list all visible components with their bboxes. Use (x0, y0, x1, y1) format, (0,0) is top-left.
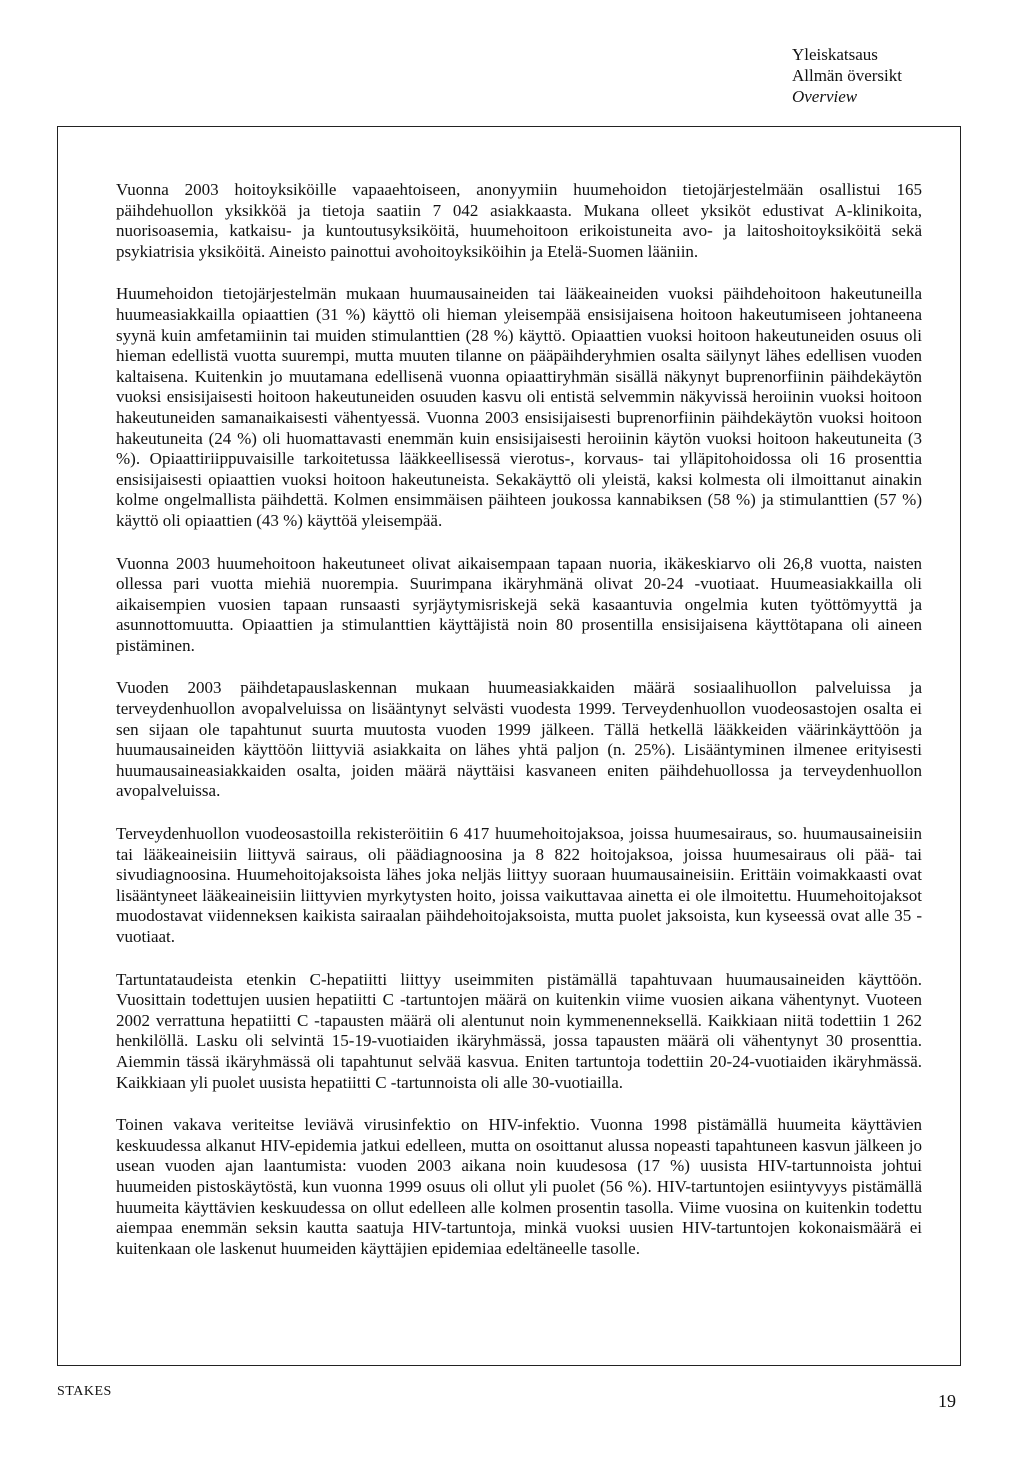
running-header (792, 44, 902, 107)
paragraph-case-census: Vuoden 2003 päihdetapauslaskennan mukaan huumeasiakkaiden määrä sosiaalihuollon palveluissa ja terveydenhuollon avopalveluissa on lisääntynyt selvästi vuodesta 1999. Terveydenhuollon vuodeosastojen osalta ei sen sijaan ole tapahtunut suurta muutosta vuoden 1999 jälkeen. Tällä hetkellä lääkkeiden väärinkäyttöön ja huumausaineiden käyttöön liittyviä asiakkaita on lähes yhtä paljon (n. 25%). Lisääntyminen ilmenee erityisesti huumausaineasiakkaiden osalta, joiden määrä näyttäisi kasvaneen eniten päihdehuollossa ja terveydenhuollon avopalveluissa. (116, 678, 922, 801)
paragraph-substance-use: Huumehoidon tietojärjestelmän mukaan huumausaineiden tai lääkeaineiden vuoksi päihdehoitoon hakeutuneilla huumeasiakkailla opiaattien (31 %) käyttö oli hieman yleisempää ensisijaisena hoitoon hakeutumiseen johtaneena syynä kuin amfetamiinin tai muiden stimulanttien (28 %) käyttö. Opiaattien vuoksi hoitoon hakeutuneiden osuus oli hieman edellistä vuotta suurempi, mutta muuten tilanne on pääpäihderyhmien osalta säilynyt lähes edellisen vuoden kaltaisena. Kuitenkin jo muutamana edellisenä vuonna opiaattiryhmän sisällä näkynyt buprenorfiinin päihdekäytön vuoksi ensisijaisesti hoitoon hakeutuneiden osuuden kasvu oli entistä selvemmin näkyvissä heroiinin vuoksi hoitoon hakeutuneiden samanaikaisesti vähentyessä. Vuonna 2003 ensisijaisesti buprenorfiinin päihdekäytön vuoksi hoitoon hakeutuneita (24 %) oli huomattavasti enemmän kuin ensisijaisesti heroiinin käytön vuoksi hoitoon hakeutuneita (3 %). Opiaattiriippuvaisille tarkoitetussa lääkkeellisessä vierotus-, korvaus- tai ylläpitohoidossa oli 16 prosenttia ensisijaisesti opiaattien vuoksi hoitoon hakeutuneista. Sekakäyttö oli yleistä, kaksi kolmesta oli ilmoittanut ainakin kolme ongelmallista päihdettä. Kolmen ensimmäisen päihteen joukossa kannabiksen (58 %) ja stimulanttien (57 %) käyttö oli opiaattien (43 %) käyttöä yleisempää. (116, 284, 922, 530)
header-title-english: Overview (791, 87, 858, 106)
body-text (116, 180, 922, 1281)
publisher-label: STAKES (57, 1384, 112, 1399)
paragraph-treatment-units: Vuonna 2003 hoitoyksiköille vapaaehtoiseen, anonyymiin huumehoidon tietojärjestelmään osallistui 165 päihdehuollon yksikköä ja tietoja saatiin 7 042 asiakkaasta. Mukana olleet yksiköt edustivat A-klinikoita, nuorisoasemia, katkaisu- ja kuntoutusyksiköitä, huumehoitoon erikoistuneita avo- ja laitoshoitoyksiköitä sekä psykiatrisia yksiköitä. Aineisto painottui avohoitoyksiköihin ja Etelä-Suomen lääniin. (116, 180, 922, 261)
page-number: 19 (938, 1391, 956, 1411)
header-title-swedish: Allmän översikt (791, 66, 902, 85)
header-title-finnish: Yleiskatsaus (791, 45, 878, 64)
paragraph-hepatitis-c: Tartuntataudeista etenkin C-hepatiitti liittyy useimmiten pistämällä tapahtuvaan huumausaineiden käyttöön. Vuosittain todettujen uusien hepatiitti C -tartuntojen määrä on kuitenkin viime vuosien aikana vähentynyt. Vuoteen 2002 verrattuna hepatiitti C -tapausten määrä oli alentunut noin kymmenenneksellä. Kaikkiaan niitä todettiin 1 262 henkilöllä. Lasku oli selvintä 15-19-vuotiaiden ikäryhmässä, jossa tapausten määrä oli vähentynyt 30 prosenttia. Aiemmin tässä ikäryhmässä oli tapahtunut selvää kasvua. Eniten tartuntoja todettiin 20-24-vuotiaiden ikäryhmässä. Kaikkiaan yli puolet uusista hepatiitti C -tartunnoista oli alle 30-vuotiailla. (116, 969, 922, 1092)
paragraph-client-age: Vuonna 2003 huumehoitoon hakeutuneet olivat aikaisempaan tapaan nuoria, ikäkeskiarvo oli 26,8 vuotta, naisten ollessa pari vuotta miehiä nuorempia. Suurimpana ikäryhmänä olivat 20-24 -vuotiaat. Huumeasiakkailla oli aikaisempien vuosien tapaan runsaasti syrjäytymisriskejä sekä kasaantuvia ongelmia kuten työttömyyttä ja asunnottomuutta. Opiaattien ja stimulanttien käyttäjistä noin 80 prosentilla ensisijaisena käyttötapana oli aineen pistäminen. (116, 553, 922, 655)
paragraph-hiv: Toinen vakava veriteitse leviävä virusinfektio on HIV-infektio. Vuonna 1998 pistämällä huumeita käyttävien keskuudessa alkanut HIV-epidemia jatkui edelleen, mutta on osoittanut alussa nopeasti tapahtuneen kasvun jälkeen jo usean vuoden ajan laantumista: vuoden 2003 aikana noin kuudesosa (17 %) uusista HIV-tartunnoista johtui huumeiden pistoskäytöstä, kun vuonna 1999 osuus oli ollut yli puolet (56 %). HIV-tartuntojen esiintyvyys pistämällä huumeita käyttävien keskuudessa on ollut edelleen alle kolmen prosentin tasolla. Viime vuosina on kuitenkin todettu aiempaa enemmän seksin kautta saatuja HIV-tartuntoja, minkä vuoksi uusien HIV-tartuntojen kokonaismäärä ei kuitenkaan ole laskenut huumeiden käyttäjien epidemiaa edeltäneelle tasolle. (116, 1115, 922, 1258)
paragraph-hospital-periods: Terveydenhuollon vuodeosastoilla rekisteröitiin 6 417 huumehoitojaksoa, joissa huumesairaus, so. huumausaineisiin tai lääkeaineisiin liittyvä sairaus, oli päädiagnoosina ja 8 822 hoitojaksoa, joissa huumesairaus oli pää- tai sivudiagnoosina. Huumehoitojaksoista lähes joka neljäs liittyy suoraan huumausaineisiin. Erittäin voimakkaasti ovat lisääntyneet lääkeaineisiin liittyvien myrkytysten hoito, joissa vaikuttavaa ainetta ei ole ilmoitettu. Huumehoitojaksot muodostavat viidenneksen kaikista sairaalan päihdehoitojaksoista, mutta puolet jaksoista, kun kyseessä ovat alle 35 -vuotiaat. (116, 824, 922, 946)
